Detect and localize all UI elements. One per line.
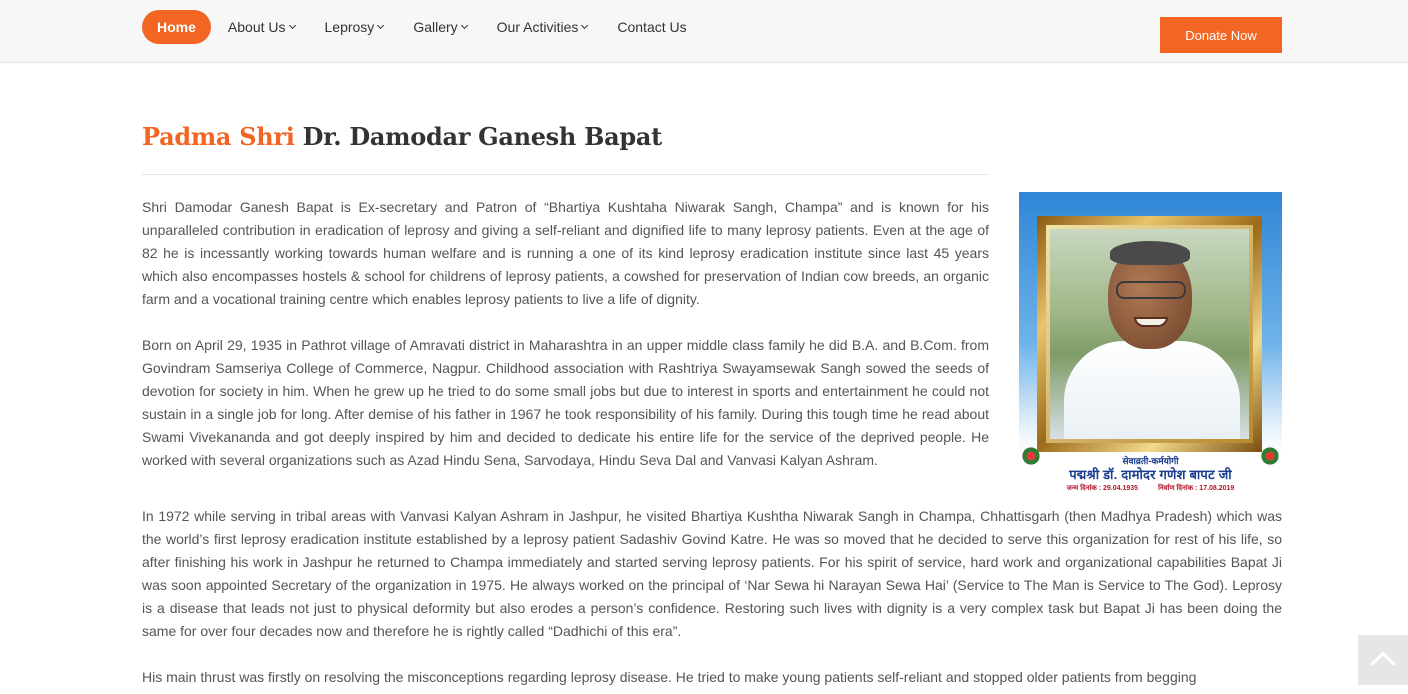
chevron-up-icon [1370,651,1395,676]
portrait-caption-main: पद्मश्री डॉ. दामोदर गणेश बापट जी [1069,467,1232,482]
nav-about-us[interactable] [213,10,310,44]
main-nav [142,10,702,44]
title-accent: Padma Shri [142,122,295,151]
page-title [142,122,662,151]
article-paragraph: His main thrust was firstly on resolving the misconceptions regarding leprosy disease. He tried to make young patients self-reliant and stopped older patients from begging [142,669,1197,685]
nav-our-activities-label: Our Activities [496,19,579,35]
chevron-down-icon [581,22,588,29]
back-to-top-button[interactable] [1358,635,1408,685]
portrait-caption-small: सेवाव्रती-कर्मयोगी [1122,456,1179,466]
photo-frame [1037,216,1262,452]
birth-date: जन्म दिनांक : 29.04.1935 [1066,485,1139,492]
nav-our-activities[interactable] [482,10,603,44]
nav-leprosy[interactable] [310,10,399,44]
nav-home[interactable] [142,10,211,44]
nav-leprosy-label: Leprosy [324,19,375,35]
nav-gallery[interactable] [398,10,481,44]
portrait-photo [1050,229,1249,439]
donate-now-button[interactable]: Donate Now [1160,17,1282,53]
nav-contact-us-label: Contact Us [617,19,687,35]
nav-about-us-label: About Us [227,19,286,35]
nav-gallery-label: Gallery [413,19,458,35]
nav-home-label: Home [157,19,196,35]
portrait-image [1019,192,1282,496]
site-header [0,0,1408,63]
title-divider [142,174,989,175]
article-paragraph: Shri Damodar Ganesh Bapat is Ex-secretary and Patron of “Bhartiya Kushtaha Niwarak Sangh, Champa” and is known for his unparalleled contribution in eradication of leprosy and giving a self-reliant and dignified life to many leprosy patients. Even at the age of 82 he is incessantly working towards human welfare and is running a one of its kind leprosy eradication institute since last 45 years which also encompasses hostels & school for childrens of leprosy patients, a cowshed for preservation of Indian cow breeds, an organic farm and a vocational training centre which enables leprosy patients to live a life of dignity. [142,199,989,307]
portrait-caption-dates [1019,484,1282,493]
title-rest: Dr. Damodar Ganesh Bapat [302,122,662,151]
chevron-down-icon [377,22,384,29]
article-paragraph: In 1972 while serving in tribal areas with Vanvasi Kalyan Ashram in Jashpur, he visited Bhartiya Kushtha Niwarak Sangh in Champa, Chhattisgarh (then Madhya Pradesh) which was the world’s first leprosy eradication institute established by a leprosy patient Sadashiv Govind Katre. He was so moved that he decided to serve this organization for rest of his life, so after finishing his work in Jashpur he returned to Champa immediately and started serving leprosy patients. For his spirit of service, hard work and organizational capabilities Bapat Ji was soon appointed Secretary of the organization in 1975. He always worked on the principal of ‘Nar Sewa hi Narayan Sewa Hai’ (Service to The Man is Service to The God). Leprosy is a disease that leads not just to physical deformity but also erodes a person’s confidence. Restoring such lives with dignity is a very complex task but Bapat Ji has been doing the same for over four decades now and therefore he is rightly called “Dadhichi of this era”. [142,508,1282,639]
chevron-down-icon [461,22,468,29]
article-paragraph: Born on April 29, 1935 in Pathrot village of Amravati district in Maharashtra in an upper middle class family he did B.A. and B.Com. from Govindram Samseriya College of Commerce, Nagpur. Childhood association with Rashtriya Swayamsewak Sangh sowed the seeds of devotion for society in him. When he grew up he tried to do some small jobs but due to interest in sports and entertainment he could not sustain in a single job for long. After demise of his father in 1967 he took responsibility of his family. During this tough time he read about Swami Vivekananda and got deeply inspired by him and decided to dedicate his entire life for the service of the deprived people. He worked with several organizations such as Azad Hindu Sena, Sarvodaya, Hindu Seva Dal and Vanvasi Kalyan Ashram. [142,337,989,468]
chevron-down-icon [288,22,295,29]
death-date: निर्वाण दिनांक : 17.08.2019 [1158,485,1235,492]
nav-contact-us[interactable] [602,10,701,44]
